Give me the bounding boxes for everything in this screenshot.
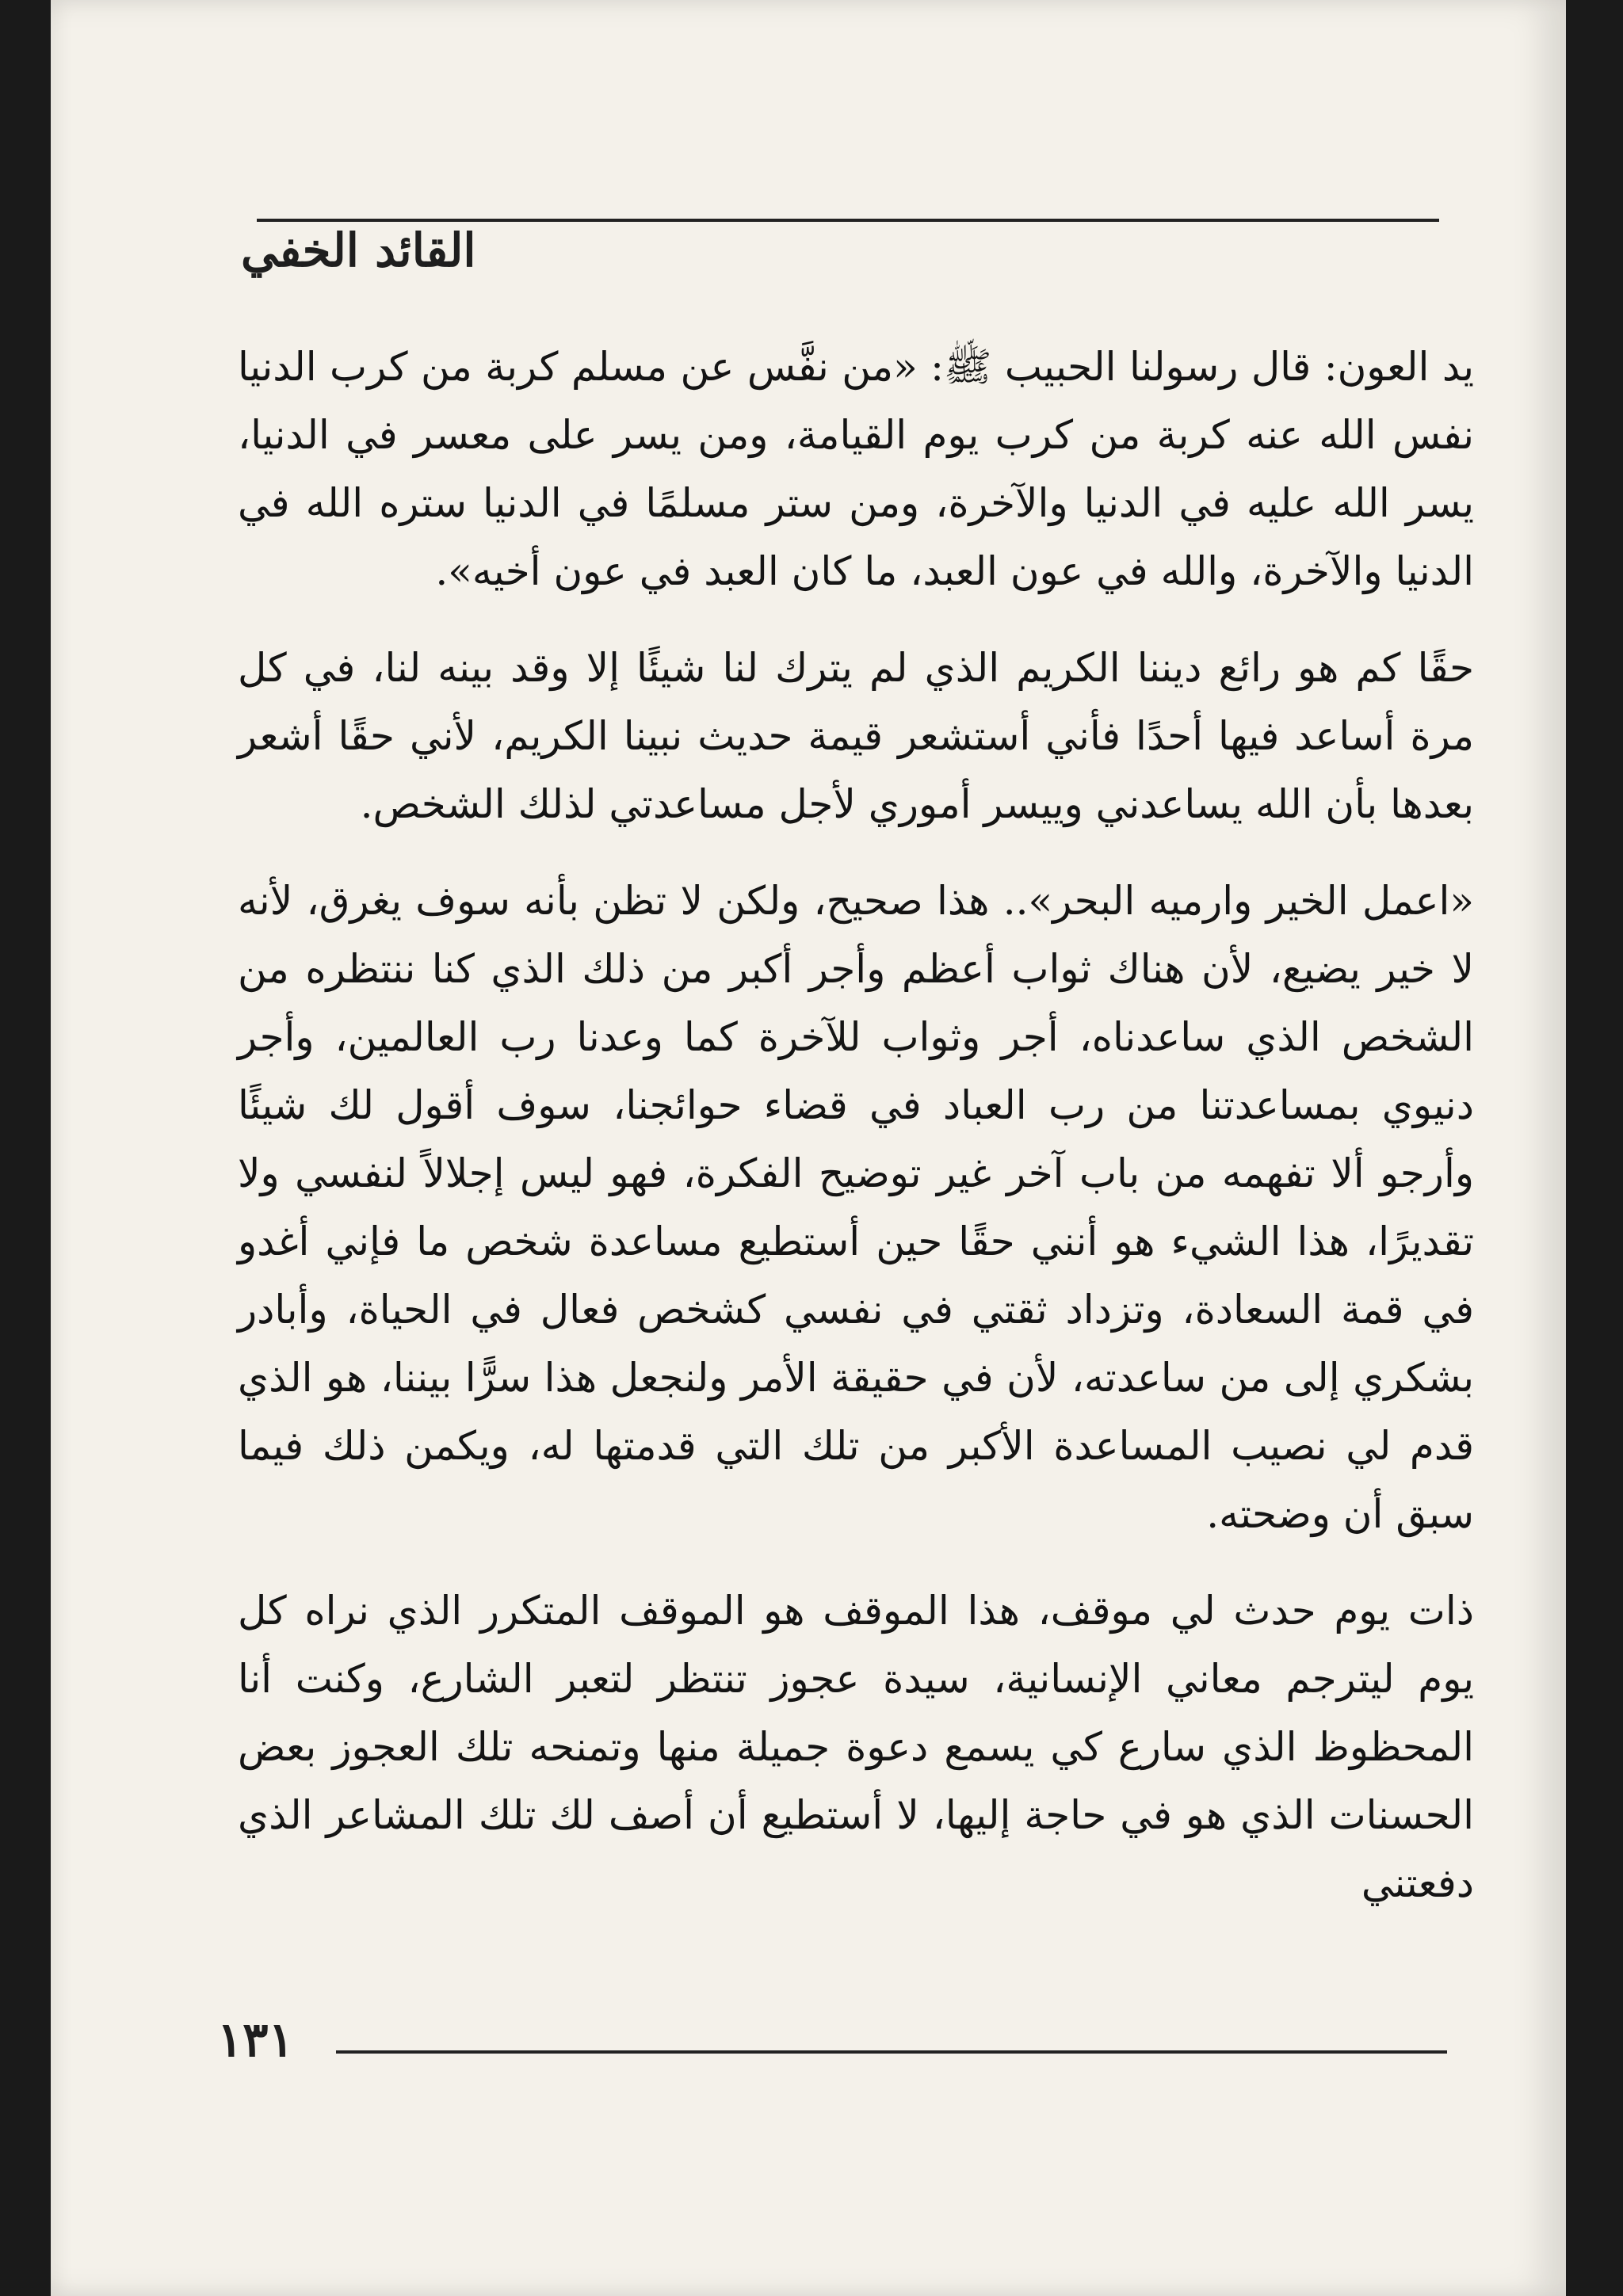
page-footer <box>217 2012 1447 2092</box>
page-number: ١٣١ <box>217 2012 294 2068</box>
paragraph-1: يد العون: قال رسولنا الحبيب ﷺ: «من نفَّس عن مسلم كربة من كرب الدنيا نفس الله عنه كربة من كرب يوم القيامة، ومن يسر على معسر في الدنيا، يسر الله عليه في الدنيا والآخرة، ومن ستر مسلمًا في الدنيا ستره الله في الدنيا والآخرة، والله في عون العبد، ما كان العبد في عون أخيه». <box>238 344 1474 594</box>
book-title: القائد الخفي <box>241 223 494 277</box>
footer-rule <box>336 2050 1447 2054</box>
paragraph-3: «اعمل الخير وارميه البحر».. هذا صحيح، ولكن لا تظن بأنه سوف يغرق، لأنه لا خير يضيع، لأن هناك ثواب أعظم وأجر أكبر من ذلك الذي كنا ننتظره من الشخص الذي ساعدناه، أجر وثواب للآخرة كما وعدنا رب العالمين، وأجر دنيوي بمساعدتنا من رب العباد في قضاء حوائجنا، سوف أقول لك شيئًا وأرجو ألا تفهمه من باب آخر غير توضيح الفكرة، فهو ليس إجلالاً لنفسي ولا تقديرًا، هذا الشيء هو أنني حقًا حين أستطيع مساعدة شخص ما فإني أغدو في قمة السعادة، وتزداد ثقتي في نفسي كشخص فعال في الحياة، وأبادر بشكري إلى من ساعدته، لأن في حقيقة الأمر ولنجعل هذا سرًّا بيننا، هو الذي قدم لي نصيب المساعدة الأكبر من تلك التي قدمتها له، ويكمن ذلك فيما سبق أن وضحته. <box>238 878 1474 1537</box>
book-page <box>51 0 1566 2296</box>
page-body <box>238 333 1474 1946</box>
header-rule <box>257 219 1439 222</box>
running-header <box>241 198 1439 293</box>
paragraph-4: ذات يوم حدث لي موقف، هذا الموقف هو الموقف المتكرر الذي نراه كل يوم ليترجم معاني الإنسانية، سيدة عجوز تنتظر لتعبر الشارع، وكنت أنا المحظوظ الذي سارع كي يسمع دعوة جميلة منها وتمنحه تلك العجوز بعض الحسنات الذي هو في حاجة إليها، لا أستطيع أن أصف لك تلك المشاعر الذي دفعتني <box>238 1588 1474 1906</box>
paragraph-2: حقًا كم هو رائع ديننا الكريم الذي لم يترك لنا شيئًا إلا وقد بينه لنا، في كل مرة أساعد فيها أحدًا فأني أستشعر قيمة حديث نبينا الكريم، لأني حقًا أشعر بعدها بأن الله يساعدني وييسر أموري لأجل مساعدتي لذلك الشخص. <box>238 645 1474 827</box>
